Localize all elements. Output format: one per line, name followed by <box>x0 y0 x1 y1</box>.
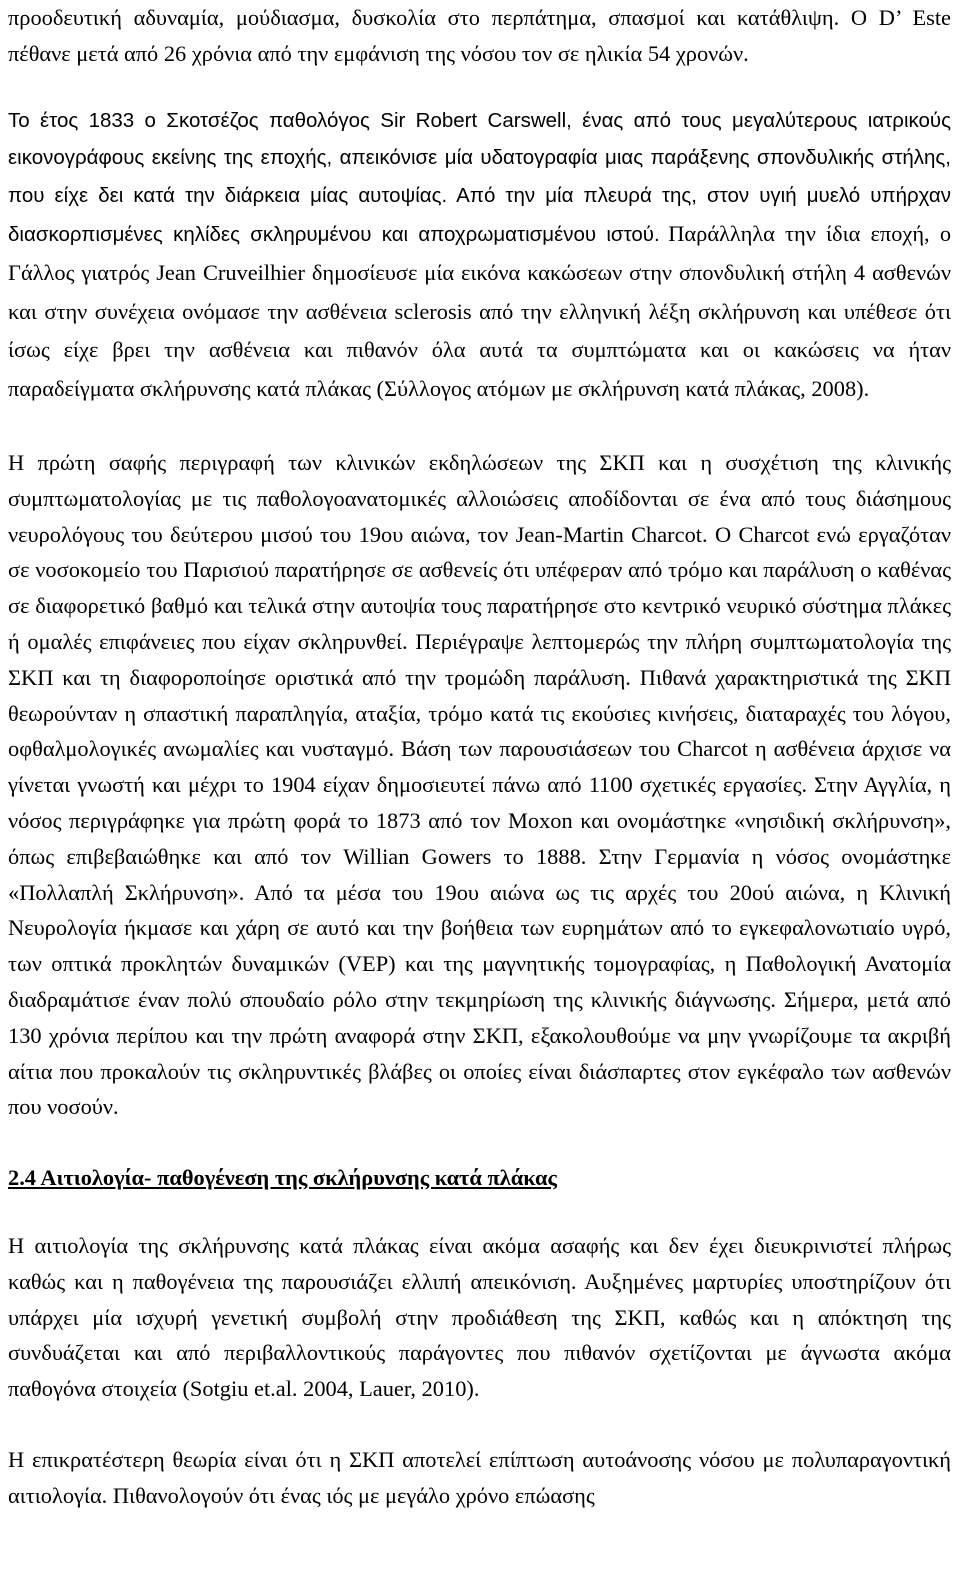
paragraph-spacer <box>8 1196 951 1228</box>
paragraph-intro-continuation: προοδευτική αδυναμία, μούδιασμα, δυσκολία στο περπάτημα, σπασμοί και κατάθλιψη. Ο D’ Este πέθανε μετά από 26 χρόνια από την εμφάνιση της νόσου τον σε ηλικία 54 χρονών. <box>8 5 951 66</box>
paragraph-spacer <box>8 410 951 445</box>
paragraph-carswell-serif-text: Παράλληλα την ίδια εποχή, ο Γάλλος γιατρός Jean Cruveilhier δημοσίευσε μία εικόνα κακώσεων στην σπονδυλική στήλη 4 ασθενών και στην συνέχεια ονόμασε την ασθένεια sclerosis από την ελληνική λέξη σκλήρυνση και υπέθεσε ότι ίσως είχε βρει την ασθένεια και πιθανόν όλα αυτά τα συμπτώματα και οι κακώσεις να ήταν παραδείγματα σκλήρυνσης κατά πλάκας (Σύλλογος ατόμων με σκλήρυνση κατά πλάκας, 2008). <box>8 220 952 402</box>
paragraph-charcot: Η πρώτη σαφής περιγραφή των κλινικών εκδηλώσεων της ΣΚΠ και η συσχέτιση της κλινικής συμπτωματολογίας με τις παθολογοανατομικές αλλοιώσεις αποδίδονται σε ένα από τους διάσημους νευρολόγους του δεύτερου μισού του 19ου αιώνα, τον Jean-Martin Charcot. Ο Charcot ενώ εργαζόταν σε νοσοκομείο του Παρισιού παρατήρησε σε ασθενείς ότι υπέφεραν από τρόμο και παράλυση ο καθένας σε διαφορετικό βαθμό και τελικά στην αυτοψία τους παρατήρησε στο κεντρικό νευρικό σύστημα πλάκες ή ομαλές επιφάνειες που είχαν σκληρυνθεί. Περιέγραψε λεπτομερώς την πλήρη συμπτωματολογία της ΣΚΠ και τη διαφοροποίησε οριστικά από την τρομώδη παράλυση. Πιθανά χαρακτηριστικά της ΣΚΠ θεωρούνταν η σπαστική παραπληγία, αταξία, τρόμο κατά τις εκούσιες κινήσεις, διαταραχές του λόγου, οφθαλμολογικές ανωμαλίες και νυσταγμό. Βάση των παρουσιάσεων του Charcot η ασθένεια άρχισε να γίνεται γνωστή και μέχρι το 1904 είχαν δημοσιευτεί πάνω από 1100 σχετικές εργασίες. Στην Αγγλία, η νόσος περιγράφηκε για πρώτη φορά το 1873 από τον Moxon και ονομάστηκε «νησιδική σκλήρυνση», όπως επιβεβαιώθηκε και από τον Willian Gowers το 1888. Στην Γερμανία η νόσος ονομάστηκε «Πολλαπλή Σκλήρυνση». Από τα μέσα του 19ου αιώνα ως τις αρχές του 20ού αιώνα, η Κλινική Νευρολογία ήκμασε και χάρη σε αυτό και την βοήθεια των ευρημάτων από το εγκεφαλονωτιαίο υγρό, των οπτικά προκλητών δυναμικών (VEP) και της μαγνητικής τομογραφίας, η Παθολογική Ανατομία διαδραμάτισε έναν πολύ σπουδαίο ρόλο στην τεκμηρίωση της κλινικής διάγνωσης. Σήμερα, μετά από 130 χρόνια περίπου και την πρώτη αναφορά στην ΣΚΠ, εξακολουθούμε να μην γνωρίζουμε τα ακριβή αίτια που προκαλούν τις σκληρυντικές βλάβες οι οποίες είναι διάσπαρτες στον εγκέφαλο των ασθενών που νοσούν. <box>8 449 951 1120</box>
paragraph-carswell-sans-text: Το έτος 1833 ο Σκοτσέζος παθολόγος Sir Robert Carswell, ένας από τους μεγαλύτερους ιατρικούς εικονογράφους εκείνης της εποχής, απεικόνισε μία υδατογραφία μιας παράξενης σπονδυλικής στήλης, που είχε δει κατά την διάρκεια μίας αυτοψίας. Από την μία πλευρά της, στον υγιή μυελό υπήρχαν διασκορπισμένες κηλίδες σκληρυμένου και αποχρωματισμένου ιστού. <box>8 108 951 246</box>
paragraph-etiology: Η αιτιολογία της σκλήρυνσης κατά πλάκας είναι ακόμα ασαφής και δεν έχει διευκρινιστεί πλήρως καθώς και η παθογένεια της παρουσιάζει ελλιπή απεικόνιση. Αυξημένες μαρτυρίες υποστηρίζουν ότι υπάρχει μία ισχυρή γενετική συμβολή στην προδιάθεση της ΣΚΠ, καθώς και η απόκτηση της συνδυάζεται και από περιβαλλοντικούς παράγοντες που πιθανόν σχετίζονται με άγνωστα ακόμα παθογόνα στοιχεία (Sotgiu et.al. 2004, Lauer, 2010). <box>8 1232 951 1402</box>
paragraph-spacer <box>8 1407 951 1442</box>
paragraph-carswell <box>8 103 951 410</box>
section-heading: 2.4 Αιτιολογία- παθογένεση της σκλήρυνσης κατά πλάκας <box>8 1165 557 1191</box>
paragraph-spacer <box>8 72 951 107</box>
paragraph-spacer <box>8 1125 951 1160</box>
paragraph-autoimmune-theory: Η επικρατέστερη θεωρία είναι ότι η ΣΚΠ αποτελεί επίπτωση αυτοάνοσης νόσου με πολυπαραγοντική αιτιολογία. Πιθανολογούν ότι ένας ιός με μεγάλο χρόνο επώασης <box>8 1446 951 1508</box>
